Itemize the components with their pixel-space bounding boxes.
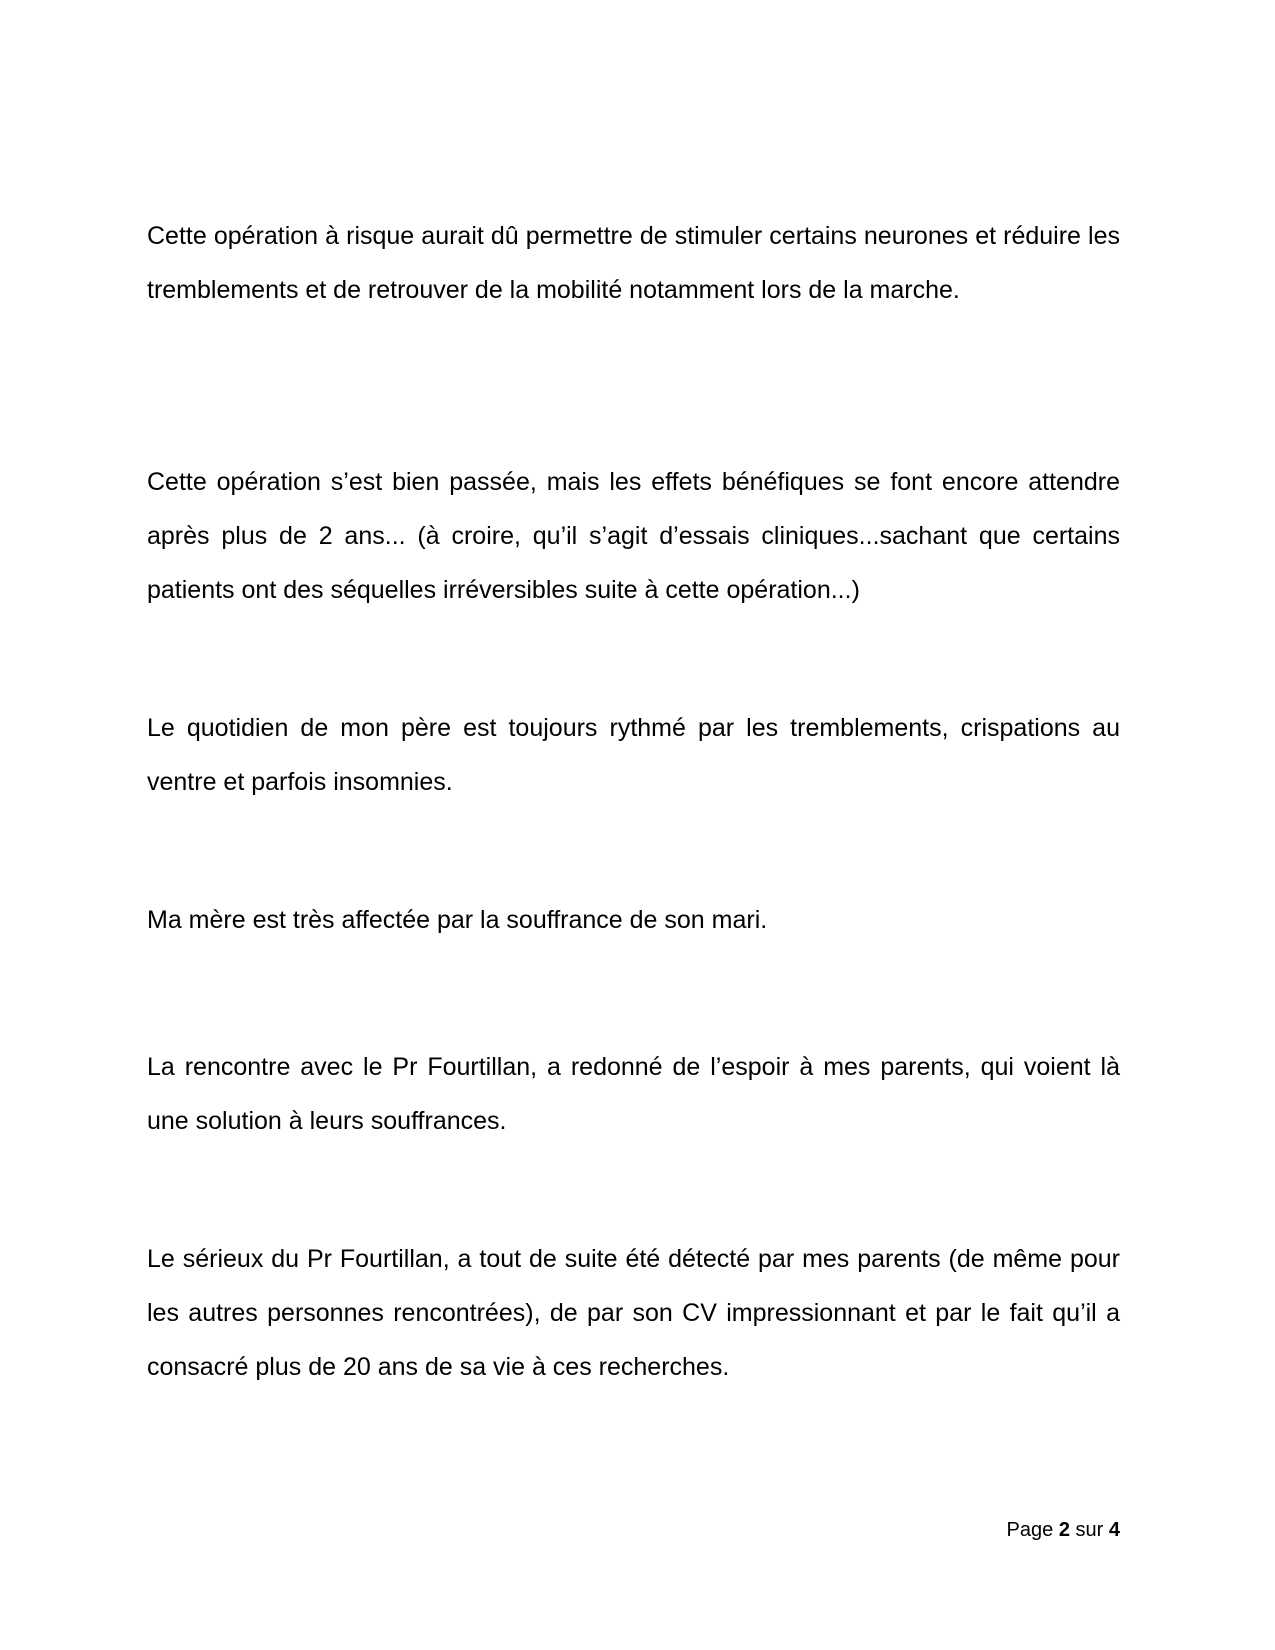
of-label: sur bbox=[1075, 1519, 1104, 1541]
paragraph-6: Le sérieux du Pr Fourtillan, a tout de suite été détecté par mes parents (de même pour les autres personnes rencontrées), de par son CV impressionnant et par le fait qu’il a consacré plus de 20 ans de sa vie à ces recherches. bbox=[147, 1245, 1120, 1381]
paragraph-3: Le quotidien de mon père est toujours rythmé par les tremblements, crispations au ventre et parfois insomnies. bbox=[147, 714, 1120, 796]
paragraph-1: Cette opération à risque aurait dû permettre de stimuler certains neurones et réduire les tremblements et de retrouver de la mobilité notamment lors de la marche. bbox=[147, 222, 1120, 304]
total-pages-number: 4 bbox=[1108, 1519, 1120, 1541]
page-label: Page bbox=[1006, 1519, 1054, 1541]
paragraph-4: Ma mère est très affectée par la souffrance de son mari. bbox=[147, 906, 768, 934]
current-page-number: 2 bbox=[1058, 1519, 1070, 1541]
page-footer bbox=[1007, 1516, 1120, 1544]
paragraph-5: La rencontre avec le Pr Fourtillan, a redonné de l’espoir à mes parents, qui voient là une solution à leurs souffrances. bbox=[147, 1053, 1120, 1135]
paragraph-2: Cette opération s’est bien passée, mais les effets bénéfiques se font encore attendre après plus de 2 ans... (à croire, qu’il s’agit d’essais cliniques...sachant que certains patients ont des séquelles irréversibles suite à cette opération...) bbox=[147, 468, 1120, 604]
